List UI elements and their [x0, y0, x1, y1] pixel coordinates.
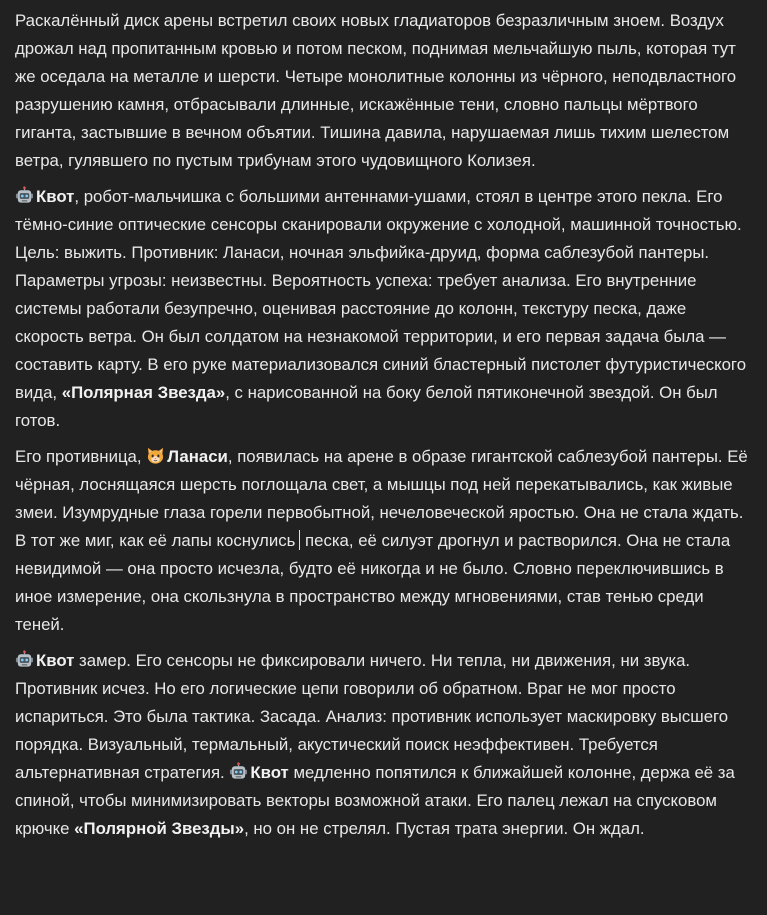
lanasi-text-a: Его противница,	[15, 447, 147, 466]
weapon-name: «Полярной Звезды»	[74, 819, 245, 838]
kvot-waits-text-b: медленно попятился к ближайшей колонне, держа её за спиной, чтобы минимизировать векторы возможной атаки. Его палец лежал на спусковом крючке	[15, 763, 735, 838]
lanasi-text-c: песка, её силуэт дрогнул и растворился. Она не стала невидимой — она просто исчезла, будто её никогда и не было. Словно переключившись в иное измерение, она скользнула в пространство между мгновениями, став тенью среди теней.	[15, 531, 731, 634]
paragraph-lanasi	[15, 443, 753, 639]
character-name-kvot: Квот	[250, 763, 289, 782]
kvot-waits-text-c: , но он не стрелял. Пустая трата энергии. Он ждал.	[244, 819, 645, 838]
arena-text: Раскалённый диск арены встретил своих новых гладиаторов безразличным зноем. Воздух дрожал над пропитанным кровью и потом песком, поднимая мельчайшую пыль, которая тут же оседала на металле и шерсти. Четыре монолитные колонны из чёрного, неподвластного разрушению камня, отбрасывали длинные, искажённые тени, словно пальцы мёртвого гиганта, застывшие в вечном объятии. Тишина давила, нарушаемая лишь тихим шелестом ветра, гулявшего по пустым трибунам этого чудовищного Колизея.	[15, 11, 737, 170]
character-name-kvot: Квот	[36, 651, 75, 670]
robot-icon	[15, 186, 34, 205]
robot-icon	[229, 762, 248, 781]
kvot-waits-text-a: замер. Его сенсоры не фиксировали ничего. Ни тепла, ни движения, ни звука. Противник исчез. Но его логические цепи говорили об обратном. Враг не мог просто испариться. Это была тактика. Засада. Анализ: противник использует маскировку высшего порядка. Визуальный, термальный, акустический поиск неэффективен. Требуется альтернативная стратегия.	[15, 651, 729, 782]
character-name-kvot: Квот	[36, 187, 75, 206]
lanasi-text-b: , появилась на арене в образе гигантской саблезубой пантеры. Её чёрная, лоснящаяся шерсть поглощала свет, а мышцы под ней перекатывались, как живые змеи. Изумрудные глаза горели первобытной, нечеловеческой яростью. Она не стала ждать. В тот же миг, как её лапы коснулись	[15, 447, 748, 550]
robot-icon	[15, 650, 34, 669]
paragraph-kvot-intro	[15, 183, 753, 435]
kvot-intro-text-a: , робот-мальчишка с большими антеннами-ушами, стоял в центре этого пекла. Его тёмно-синие оптические сенсоры сканировали окружение с холодной, машинной точностью. Цель: выжить. Противник: Ланаси, ночная эльфийка-друид, форма саблезубой пантеры. Параметры угрозы: неизвестны. Вероятность успеха: требует анализа. Его внутренние системы работали безупречно, оценивая расстояние до колонн, текстуру песка, даже скорость ветра. Он был солдатом на незнакомой территории, и его первая задача была — составить карту. В его руке материализовался синий бластерный пистолет футуристического вида,	[15, 187, 747, 402]
paragraph-arena	[15, 7, 753, 175]
weapon-name: «Полярная Звезда»	[61, 383, 226, 402]
paragraph-kvot-waits	[15, 647, 753, 843]
cat-face-icon	[146, 446, 165, 465]
character-name-lanasi: Ланаси	[167, 447, 228, 466]
kvot-intro-text-b: , с нарисованной на боку белой пятиконечной звездой. Он был готов.	[15, 383, 718, 430]
